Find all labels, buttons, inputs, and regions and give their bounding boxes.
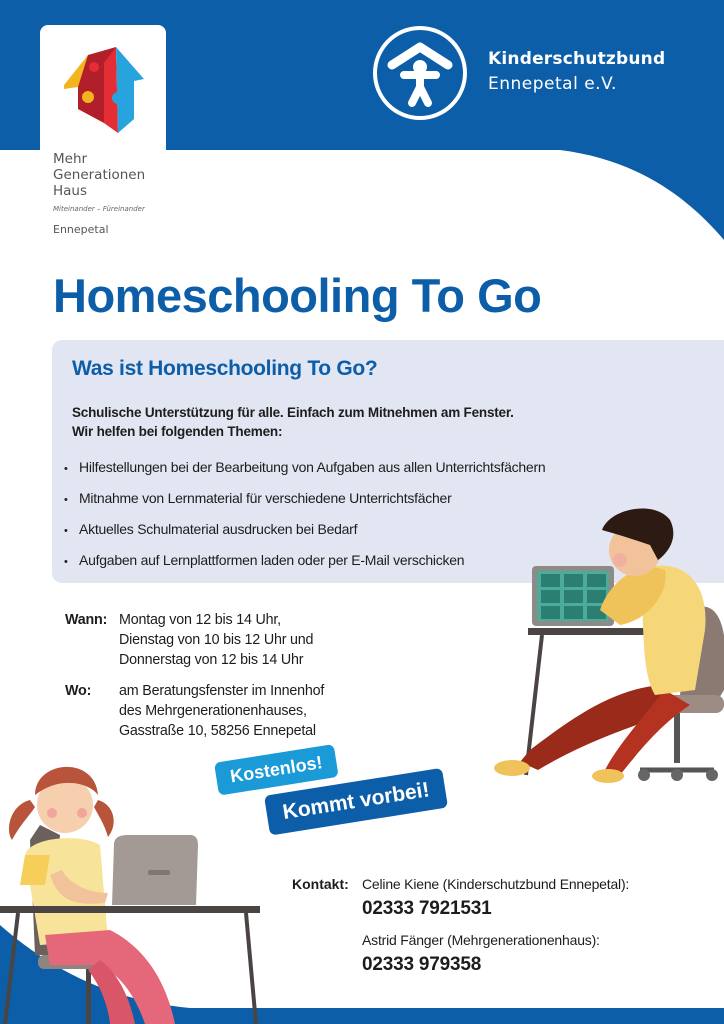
mgh-name-line3: Haus — [53, 183, 88, 199]
when-value — [119, 610, 313, 670]
where-value — [119, 681, 324, 741]
contact-name: Celine Kiene (Kinderschutzbund Ennepetal): — [362, 876, 630, 892]
contact-label: Kontakt: — [292, 876, 349, 892]
boy-at-laptop-illustration — [490, 500, 724, 790]
child-under-roof-logo-icon — [372, 25, 468, 121]
mgh-tagline: Miteinander – Füreinander — [53, 205, 145, 213]
topic-item: • Aktuelles Schulmaterial ausdrucken bei Bedarf — [64, 515, 545, 546]
where-line: des Mehrgenerationenhauses, — [119, 703, 307, 719]
topic-item: • Aufgaben auf Lernplattformen laden oder per E-Mail verschicken — [64, 546, 545, 577]
page-title: Homeschooling To Go — [53, 269, 542, 322]
contact-phone[interactable]: 02333 979358 — [362, 954, 482, 975]
topic-item: • Mitnahme von Lernmaterial für verschiedene Unterrichtsfächer — [64, 484, 545, 515]
mgh-name-line2: Generationen — [53, 167, 146, 183]
topic-list — [64, 453, 545, 577]
mgh-logo-card — [40, 25, 166, 250]
mgh-name-line1: Mehr — [53, 151, 88, 167]
come-by-badge: Kommt vorbei! — [264, 768, 448, 836]
info-heading: Was ist Homeschooling To Go? — [72, 357, 378, 380]
ksb-subtitle: Ennepetal e.V. — [488, 74, 617, 94]
when-line: Dienstag von 10 bis 12 Uhr und — [119, 632, 314, 648]
free-badge: Kostenlos! — [214, 744, 339, 796]
when-label: Wann: — [65, 612, 108, 628]
when-line: Montag von 12 bis 14 Uhr, — [119, 612, 281, 628]
topic-item: • Hilfestellungen bei der Bearbeitung von Aufgaben aus allen Unterrichtsfächern — [64, 453, 545, 484]
when-line: Donnerstag von 12 bis 14 Uhr — [119, 652, 304, 668]
where-label: Wo: — [65, 683, 92, 699]
where-line: am Beratungsfenster im Innenhof — [119, 683, 325, 699]
intro-line-2: Wir helfen bei folgenden Themen: — [72, 424, 283, 439]
where-line: Gasstraße 10, 58256 Ennepetal — [119, 723, 316, 739]
info-intro — [72, 403, 692, 441]
puzzle-house-logo-icon — [58, 43, 148, 135]
mgh-city: Ennepetal — [53, 223, 109, 236]
ksb-name: Kinderschutzbund — [488, 49, 666, 69]
contact-phone[interactable]: 02333 7921531 — [362, 898, 492, 919]
contact-name: Astrid Fänger (Mehrgenerationenhaus): — [362, 932, 600, 948]
intro-line-1: Schulische Unterstützung für alle. Einfach zum Mitnehmen am Fenster. — [72, 405, 514, 420]
